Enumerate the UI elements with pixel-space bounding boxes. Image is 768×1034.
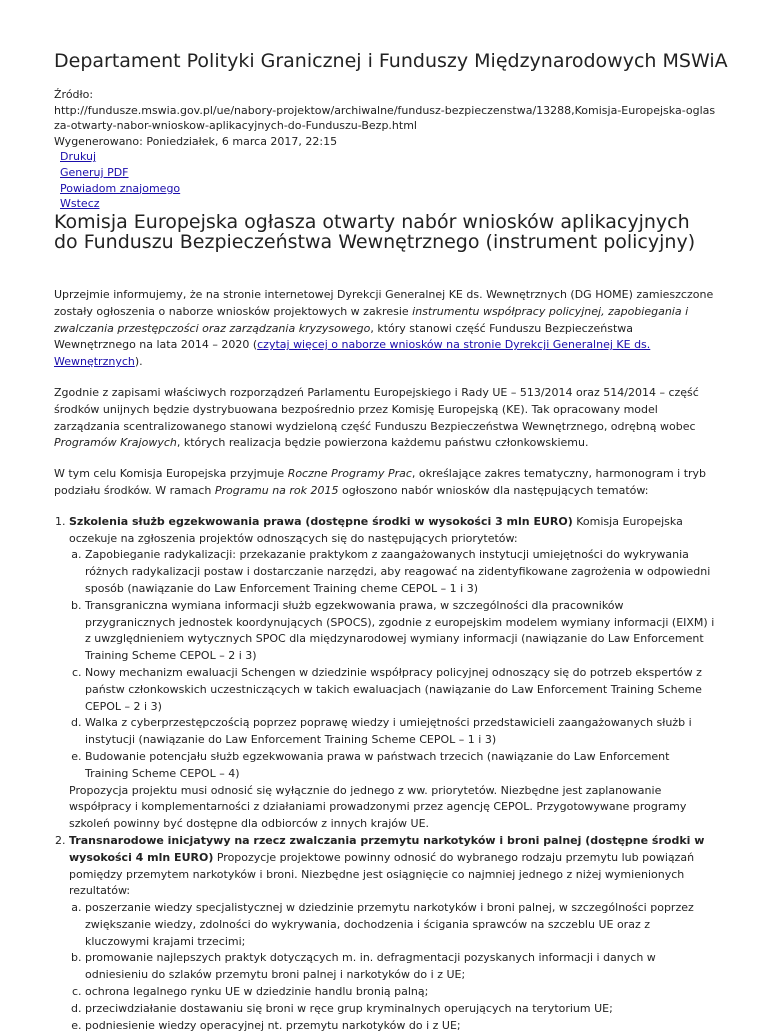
paragraph-intro (54, 287, 716, 371)
source-url: http://fundusze.mswia.gov.pl/ue/nabory-projektow/archiwalne/fundusz-bezpieczenstwa/13288,Komisja-Europejska-oglasza-otwarty-nabor-wnioskow-aplikacyjnych-do-Funduszu-Bezp.html (54, 103, 716, 133)
dg-home-link[interactable]: czytaj więcej o naborze wniosków na stronie Dyrekcji Generalnej KE ds. Wewnętrznych (54, 338, 651, 369)
generate-pdf-link[interactable]: Generuj PDF (60, 165, 129, 179)
topic-note: Propozycja projektu musi odnosić się wyłącznie do jednego z ww. priorytetów. Niezbędne jest zaplanowanie współpracy i komplementarności z działaniami prowadzonymi przez agencję CEPOL. Przygotowywane programy szkoleń powinny być dostępne dla odbiorców z innych krajów UE. (69, 783, 687, 831)
text-run: , który stanowi część Funduszu Bezpieczeństwa Wewnętrznego na lata 2014 – 2020 ( (54, 321, 633, 352)
topic-item (69, 514, 716, 833)
priority-item: b. Transgraniczna wymiana informacji służb egzekwowania prawa, w szczególności dla pracowników przygranicznych jednostek koordynujących (SPOCS), zgodnie z europejskim modelem wymiany informacji (EIXM) i z uwzględnieniem wytycznych SPOC dla międzynarodowej wymiany informacji (nawiązanie do Law Enforcement Training Scheme CEPOL – 2 i 3) (85, 598, 716, 665)
emphasis-text: instrumentu współpracy policyjnej, zapobiegania i zwalczania przestępczości oraz zarządzania kryzysowego (54, 304, 689, 335)
priority-item: c. Nowy mechanizm ewaluacji Schengen w dziedzinie współpracy policyjnej odnoszący się do potrzeb ekspertów z państw członkowskich uczestniczących w takich ewaluacjach (nawiązanie do Law Enforcement Training Scheme CEPOL – 2 i 3) (85, 665, 716, 715)
result-item: d. przeciwdziałanie dostawaniu się broni w ręce grup kryminalnych operujących na terytorium UE; (85, 1001, 716, 1018)
paragraph-work-programmes (54, 466, 716, 500)
topic-heading: Transnarodowe inicjatywy na rzecz zwalczania przemytu narkotyków i broni palnej (dostępne środki w wysokości 4 mln EURO) (69, 833, 705, 864)
priority-item: e. Budowanie potencjału służb egzekwowania prawa w państwach trzecich (nawiązanie do Law Enforcement Training Scheme CEPOL – 4) (85, 749, 716, 783)
emphasis-text: Roczne Programy Prac (287, 467, 412, 481)
text-run: Uprzejmie informujemy, że na stronie internetowej Dyrekcji Generalnej KE ds. Wewnętrznych (DG HOME) zamieszczone zostały ogłoszenia o naborze wniosków projektowych w zakresie (54, 288, 714, 318)
result-item: b. promowanie najlepszych praktyk dotyczących m. in. defragmentacji pozyskanych informacji i danych w odniesieniu do szlaków przemytu broni palnej i narkotyków do i z UE; (85, 950, 716, 984)
result-item: a. poszerzanie wiedzy specjalistycznej w dziedzinie przemytu narkotyków i broni palnej, w szczególności poprzez zwiększanie wiedzy, zdolności do wykrywania, dochodzenia i ścigania sprawców na szczeblu UE oraz z kluczowymi krajami trzecimi; (85, 900, 716, 950)
emphasis-text: Programów Krajowych (54, 436, 177, 450)
text-run: , których realizacja będzie powierzona każdemu państwu członkowskiemu. (176, 436, 589, 450)
text-run: ). (134, 355, 143, 369)
result-item: c. ochrona legalnego rynku UE w dziedzinie handlu bronią palną; (85, 984, 716, 1001)
print-link[interactable]: Drukuj (60, 150, 97, 164)
topic-intro: Propozycje projektowe powinny odnosić do wybranego rodzaju przemytu lub powiązań pomiędzy przemytem narkotyków i broni. Niezbędne jest osiągnięcie co najmniej jednego z niżej wymienionych rezultatów: (69, 850, 695, 898)
back-link[interactable]: Wstecz (60, 197, 100, 211)
text-run: Zgodnie z zapisami właściwych rozporządzeń Parlamentu Europejskiego i Rady UE – 513/2014 oraz 514/2014 – część środków unijnych będzie dystrybuowana bezpośrednio przez Komisję Europejską (KE). Tak opracowany model zarządzania scentralizowanego stanowi wydzieloną część Funduszu Bezpieczeństwa Wewnętrznego, odrębną wobec (54, 385, 699, 433)
topic-heading: Szkolenia służb egzekwowania prawa (dostępne środki w wysokości 3 mln EURO) (69, 514, 573, 528)
site-title: Departament Polityki Granicznej i Funduszy Międzynarodowych MSWiA (54, 50, 728, 72)
text-run: ogłoszono nabór wniosków dla następujących tematów: (338, 483, 649, 497)
notify-friend-link[interactable]: Powiadom znajomego (60, 181, 181, 195)
topic-intro: Komisja Europejska oczekuje na zgłoszenia projektów odnoszących się do następujących priorytetów: (69, 514, 683, 545)
result-list (69, 900, 716, 1034)
topic-item (69, 833, 716, 1034)
print-meta (54, 87, 716, 212)
article-title: Komisja Europejska ogłasza otwarty nabór wniosków aplikacyjnych do Funduszu Bezpieczeństwa Wewnętrznego (instrument policyjny) (54, 211, 696, 253)
source-label: Źródło: (54, 88, 94, 101)
priority-list (69, 547, 716, 782)
action-links (60, 149, 716, 211)
result-item: e. podniesienie wiedzy operacyjnej nt. przemytu narkotyków do i z UE; (85, 1018, 716, 1034)
topics-list (54, 514, 716, 1034)
generated-timestamp: Wygenerowano: Poniedziałek, 6 marca 2017, 22:15 (54, 134, 338, 148)
text-run: W tym celu Komisja Europejska przyjmuje (54, 467, 288, 481)
priority-item: a. Zapobieganie radykalizacji: przekazanie praktykom z zaangażowanych instytucji umiejętności do wykrywania różnych radykalizacji postaw i dostarczanie narzędzi, aby reagować na zidentyfikowane zagrożenia w odpowiedni sposób (nawiązanie do Law Enforcement Training cheme CEPOL – 1 i 3) (85, 547, 716, 597)
paragraph-regulations (54, 385, 716, 452)
priority-item: d. Walka z cyberprzestępczością poprzez poprawę wiedzy i umiejętności przedstawicieli zaangażowanych służb i instytucji (nawiązanie do Law Enforcement Training Scheme CEPOL – 1 i 3) (85, 715, 716, 749)
article-body (54, 287, 716, 1034)
emphasis-text: Programu na rok 2015 (214, 483, 339, 497)
text-run: , określające zakres tematyczny, harmonogram i tryb podziału środków. W ramach (54, 467, 707, 497)
